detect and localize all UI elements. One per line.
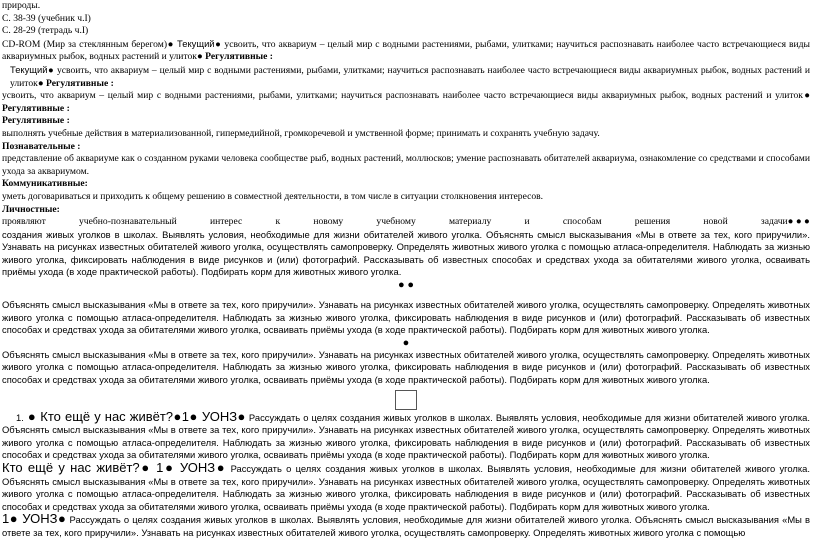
bullet-dots: ● ● [397, 279, 415, 292]
workbook-ref: С. 28-29 (тетрадь ч.I) [2, 25, 89, 37]
personal-spread-line [2, 216, 810, 229]
empty-box [395, 390, 417, 410]
current-label: Текущий● [10, 63, 55, 75]
word: учебному [376, 216, 416, 228]
item-number: 1. [16, 411, 24, 423]
heading-cognitive: Познавательные : [2, 140, 81, 152]
text-cognitive: представление об аквариуме как о созданном руками человека сообществе рыб, водных растений, моллюсков; умение распознавать обитателей аквариума, ознакомление со средствами и способами ухода за аквариумом. [2, 153, 810, 177]
word: новому [313, 216, 344, 228]
textbook-ref: С. 38-39 (учебник ч.I) [2, 12, 91, 24]
item-text: Рассуждать о целях создания живых уголков в школах. Выявлять условия, необходимые для жизни обитателей живого уголка. Объяснять смысл высказывания «Мы в ответе за тех, кого приручили». Узнавать на рисунках известных обитателей живого уголка, осуществлять самопроверку. Определять животных живого уголка с помощью [2, 514, 810, 538]
regulative-label: Регулятивные : [2, 102, 70, 114]
list-item-1 [2, 408, 810, 462]
word: материалу [449, 216, 492, 228]
text-personal: создания живых уголков в школах. Выявлять условия, необходимые для жизни обитателей живого уголка. Объяснять смысл высказывания «Мы в ответе за тех, кого приручили». Узнавать на рисунках известных обитателей живого уголка, осуществлять самопроверку. Определять животных живого уголка с помощью атласа-определителя. Наблюдать за жизнью живого уголка, фиксировать наблюдения в виде рисунков и (или) фотографий. Рассказывать об известных способах и средствах ухода за обитателями живого уголка, осваивать приёмы ухода (в ходе практической работы). Подбирать корм для животных живого уголка. [2, 228, 810, 278]
empty-box-row [2, 387, 810, 411]
text-communicative: уметь договариваться и приходить к общему решению в совместной деятельности, в том числе в ситуации столкновения интересов. [2, 190, 544, 202]
paragraph-cdrom [2, 38, 810, 64]
section-text-2: Объяснять смысл высказывания «Мы в ответе за тех, кого приручили». Узнавать на рисунках известных обитателей живого уголка, осуществлять самопроверку. Определять животных живого уголка с помощью атласа-определителя. Наблюдать за жизнью живого уголка, фиксировать наблюдения в виде рисунков и (или) фотографий. Рассказывать об известных способах и средствах ухода за обитателями живого уголка, осваивать приёмы ухода (в ходе практической работы). Подбирать корм для животных живого уголка. [2, 348, 810, 386]
section-text-1: Объяснять смысл высказывания «Мы в ответе за тех, кого приручили». Узнавать на рисунках известных обитателей живого уголка, осуществлять самопроверку. Определять животных живого уголка с помощью атласа-определителя. Наблюдать за жизнью живого уголка, фиксировать наблюдения в виде рисунков и (или) фотографий. Рассказывать об известных способах и средствах ухода за обитателями живого уголка, осваивать приёмы ухода (в ходе практической работы). Подбирать корм для животных живого уголка. [2, 299, 810, 336]
word: к [275, 216, 281, 228]
heading-communicative: Коммуникативные: [2, 178, 88, 190]
word: учебно-познавательный [79, 216, 177, 228]
paragraph-goal [2, 90, 810, 115]
word: новой [703, 216, 728, 228]
item-text: Рассуждать о целях создания живых уголков в школах. Выявлять условия, необходимые для жизни обитателей живого уголка. Объяснять смысл высказывания «Мы в ответе за тех, кого приручили». Узнавать на рисунках известных обитателей живого уголка, осуществлять самопроверку. Определять животных живого уголка с помощью атласа-определителя. Наблюдать за жизнью живого уголка, фиксировать наблюдения в виде рисунков и (или) фотографий. Рассказывать об известных способах и средствах ухода за обитателями живого уголка, осваивать приёмы ухода (в ходе практической работы). Подбирать корм для животных живого уголка. [2, 411, 810, 461]
text-regulative: выполнять учебные действия в материализованной, гипермедийной, громкоречевой и умственной форме; принимать и сохранять учебную задачу. [2, 127, 600, 139]
bullet-dot: ● [402, 336, 410, 349]
item-text: Рассуждать о целях создания живых уголков в школах. Выявлять условия, необходимые для жизни обитателей живого уголка. Объяснять смысл высказывания «Мы в ответе за тех, кого приручили». Узнавать на рисунках известных обитателей живого уголка, осуществлять самопроверку. Определять животных живого уголка с помощью атласа-определителя. Наблюдать за жизнью живого уголка, фиксировать наблюдения в виде рисунков и (или) фотографий. Рассказывать об известных способах и средствах ухода за обитателями живого уголка, осваивать приёмы ухода (в ходе практической работы). Подбирать корм для животных живого уголка. [2, 463, 810, 512]
paragraph-current [2, 64, 810, 90]
list-item-3 [2, 513, 810, 539]
word: способам [562, 216, 602, 228]
word: и [524, 216, 530, 228]
goal-text: усвоить, что аквариум – целый мир с водными растениями, рыбами, улитками; научиться распознавать наиболее часто встречающиеся виды аквариумных рыбок, водных растений и улиток● [2, 90, 810, 102]
heading-personal: Личностные: [2, 203, 60, 215]
goal-text: усвоить, что аквариум – целый мир с водными растениями, рыбами, улитками; научиться распознавать наиболее часто встречающиеся виды аквариумных рыбок, водных растений и улиток● [2, 38, 810, 63]
word: проявляют [2, 216, 46, 228]
heading-regulative: Регулятивные : [2, 115, 70, 127]
goal-text: усвоить, что аквариум – целый мир с водными растениями, рыбами, улитками; научиться распознавать наиболее часто встречающиеся виды аквариумных рыбок, водных растений и улиток● [10, 64, 810, 89]
regulative-label: Регулятивные : [202, 51, 273, 63]
item-title: ● Кто ещё у нас живёт?●1● УОНЗ● [23, 408, 246, 424]
word: задачи● ● ● [760, 216, 810, 228]
item-title: 1● УОНЗ● [2, 511, 67, 527]
word: решения [634, 216, 671, 228]
current-label: Текущий● [177, 37, 222, 49]
regulative-label: Регулятивные : [43, 77, 114, 89]
cdrom-label: CD-ROM (Мир за стеклянным берегом)● [2, 38, 175, 50]
list-item-2 [2, 462, 810, 513]
word: интерес [209, 216, 243, 228]
item-title: Кто ещё у нас живёт?● 1● УОНЗ● [2, 460, 227, 475]
text-line: природы. [2, 0, 41, 11]
